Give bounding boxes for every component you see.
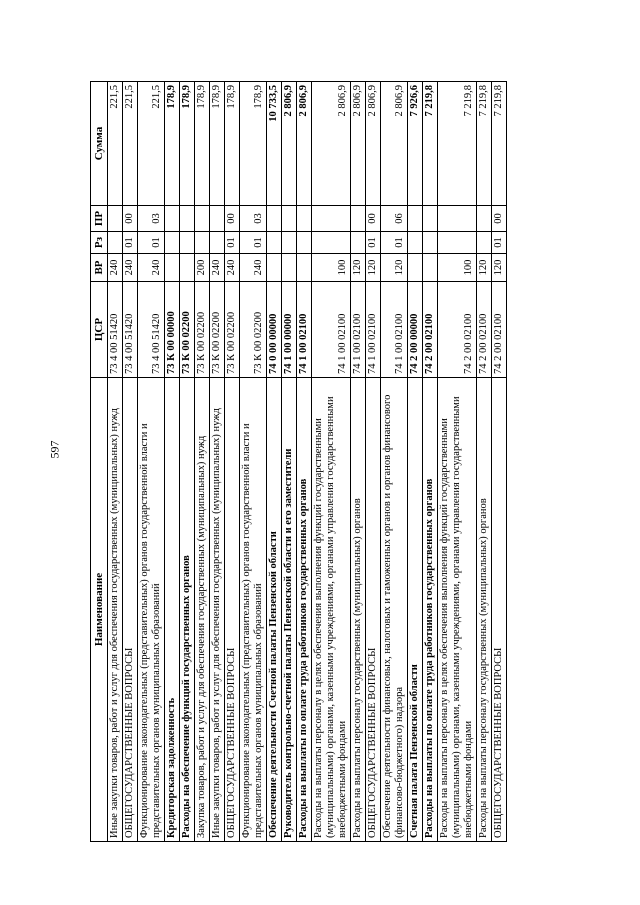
cell-csr: 74 2 00 02100 [438,282,477,378]
cell-vr: 240 [123,254,138,282]
cell-csr: 74 1 00 02100 [351,282,366,378]
cell-pr [267,206,282,232]
cell-sum: 178,9 [180,82,195,206]
table-row [225,82,240,842]
table-row [351,82,366,842]
cell-rz: 01 [123,232,138,254]
table-row [477,82,492,842]
table-row [438,82,477,842]
table-row [408,82,423,842]
cell-vr: 200 [195,254,210,282]
cell-name: Счетная палата Пензенской области [408,378,423,842]
cell-rz [297,232,312,254]
cell-rz: 01 [240,232,267,254]
table-row [180,82,195,842]
cell-name: Иные закупки товаров, работ и услуг для обеспечения государственных (муниципальных) нужд [210,378,225,842]
cell-csr: 74 2 00 02100 [492,282,507,378]
cell-pr [282,206,297,232]
cell-vr [180,254,195,282]
budget-table [90,81,507,842]
cell-csr: 74 1 00 02100 [366,282,381,378]
cell-sum: 178,9 [210,82,225,206]
cell-rz [180,232,195,254]
cell-name: Расходы на выплаты персоналу в целях обеспечения выполнения функций государственными (муниципальными) органами, казенными учреждениями, органами управления государственными внебюджетными фондами [312,378,351,842]
cell-sum: 2 806,9 [297,82,312,206]
table-row [138,82,165,842]
cell-vr [282,254,297,282]
cell-name: Расходы на выплаты персоналу государственных (муниципальных) органов [351,378,366,842]
cell-vr: 240 [240,254,267,282]
cell-name: Обеспечение деятельности Счетной палаты Пензенской области [267,378,282,842]
cell-vr [297,254,312,282]
cell-name: Расходы на выплаты по оплате труда работников государственных органов [423,378,438,842]
cell-name: ОБЩЕГОСУДАРСТВЕННЫЕ ВОПРОСЫ [366,378,381,842]
cell-name: Руководитель контрольно-счетной палаты Пензенской области и его заместители [282,378,297,842]
cell-pr: 03 [138,206,165,232]
cell-pr: 00 [123,206,138,232]
cell-sum: 7 219,8 [423,82,438,206]
cell-sum: 2 806,9 [282,82,297,206]
cell-sum: 10 733,5 [267,82,282,206]
cell-name: Функционирование законодательных (представительных) органов государственной власти и представительных органов муниципальных образований [138,378,165,842]
cell-rz [423,232,438,254]
cell-name: Кредиторская задолженность [165,378,180,842]
cell-pr [195,206,210,232]
cell-pr [312,206,351,232]
cell-vr [165,254,180,282]
cell-vr: 100 [312,254,351,282]
cell-pr [423,206,438,232]
cell-sum: 2 806,9 [351,82,366,206]
cell-rz: 01 [225,232,240,254]
cell-csr: 74 1 00 02100 [297,282,312,378]
cell-csr: 74 1 00 02100 [381,282,408,378]
cell-vr: 240 [108,254,123,282]
cell-csr: 74 1 00 02100 [312,282,351,378]
cell-name: Иные закупки товаров, работ и услуг для обеспечения государственных (муниципальных) нужд [108,378,123,842]
header-name: Наименование [91,378,108,842]
cell-csr: 73 К 00 02200 [210,282,225,378]
cell-rz [282,232,297,254]
cell-vr: 120 [366,254,381,282]
cell-rz: 01 [381,232,408,254]
cell-pr: 00 [366,206,381,232]
cell-name: Расходы на выплаты персоналу государственных (муниципальных) органов [477,378,492,842]
cell-rz: 01 [366,232,381,254]
cell-rz: 01 [492,232,507,254]
cell-rz [408,232,423,254]
cell-pr [210,206,225,232]
cell-rz [351,232,366,254]
cell-name: Расходы на обеспечение функций государственных органов [180,378,195,842]
cell-name: Функционирование законодательных (представительных) органов государственной власти и представительных органов муниципальных образований [240,378,267,842]
cell-vr [423,254,438,282]
cell-csr: 73 4 00 51420 [108,282,123,378]
cell-sum: 2 806,9 [312,82,351,206]
cell-csr: 73 4 00 51420 [138,282,165,378]
cell-pr: 00 [492,206,507,232]
cell-pr [108,206,123,232]
cell-sum: 2 806,9 [366,82,381,206]
table-row [165,82,180,842]
cell-vr: 120 [351,254,366,282]
cell-pr [351,206,366,232]
header-vr: ВР [91,254,108,282]
table-row [423,82,438,842]
cell-sum: 7 926,6 [408,82,423,206]
cell-sum: 7 219,8 [477,82,492,206]
cell-vr: 120 [477,254,492,282]
cell-name: Закупка товаров, работ и услуг для обеспечения государственных (муниципальных) нужд [195,378,210,842]
cell-sum: 178,9 [195,82,210,206]
table-row [312,82,351,842]
cell-pr [408,206,423,232]
table-row [381,82,408,842]
cell-rz [165,232,180,254]
table-header-row [91,82,108,842]
cell-pr: 03 [240,206,267,232]
cell-vr: 120 [492,254,507,282]
table-row [267,82,282,842]
cell-rz [195,232,210,254]
cell-csr: 74 2 00 02100 [477,282,492,378]
cell-pr: 00 [225,206,240,232]
cell-vr: 100 [438,254,477,282]
cell-rz [438,232,477,254]
cell-pr [165,206,180,232]
cell-csr: 74 0 00 00000 [267,282,282,378]
table-row [282,82,297,842]
table-row [108,82,123,842]
table-row [123,82,138,842]
cell-sum: 221,5 [108,82,123,206]
header-pr: ПР [91,206,108,232]
cell-vr: 240 [210,254,225,282]
header-rz: Рз [91,232,108,254]
rotated-table-container [90,82,550,842]
cell-csr: 73 К 00 02200 [180,282,195,378]
header-sum: Сумма [91,82,108,206]
cell-csr: 74 2 00 00000 [408,282,423,378]
cell-pr [477,206,492,232]
cell-csr: 73 К 00 00000 [165,282,180,378]
cell-pr [297,206,312,232]
cell-rz [312,232,351,254]
cell-rz [108,232,123,254]
table-row [366,82,381,842]
cell-name: ОБЩЕГОСУДАРСТВЕННЫЕ ВОПРОСЫ [492,378,507,842]
table-body [108,82,507,842]
header-csr: ЦСР [91,282,108,378]
cell-vr: 240 [138,254,165,282]
cell-csr: 74 2 00 02100 [423,282,438,378]
cell-csr: 74 1 00 00000 [282,282,297,378]
cell-rz: 01 [138,232,165,254]
cell-pr: 06 [381,206,408,232]
cell-sum: 7 219,8 [492,82,507,206]
cell-pr [180,206,195,232]
cell-rz [267,232,282,254]
cell-vr: 240 [225,254,240,282]
cell-name: ОБЩЕГОСУДАРСТВЕННЫЕ ВОПРОСЫ [225,378,240,842]
table-row [210,82,225,842]
cell-name: ОБЩЕГОСУДАРСТВЕННЫЕ ВОПРОСЫ [123,378,138,842]
cell-csr: 73 К 00 02200 [195,282,210,378]
table-row [297,82,312,842]
cell-csr: 73 4 00 51420 [123,282,138,378]
cell-sum: 178,9 [225,82,240,206]
table-row [195,82,210,842]
cell-sum: 221,5 [123,82,138,206]
cell-name: Расходы на выплаты персоналу в целях обеспечения выполнения функций государственными (муниципальными) органами, казенными учреждениями, органами управления государственными внебюджетными фондами [438,378,477,842]
cell-vr: 120 [381,254,408,282]
cell-pr [438,206,477,232]
cell-sum: 7 219,8 [438,82,477,206]
cell-vr [408,254,423,282]
cell-name: Расходы на выплаты по оплате труда работников государственных органов [297,378,312,842]
cell-sum: 2 806,9 [381,82,408,206]
table-row [492,82,507,842]
cell-csr: 73 К 00 02200 [240,282,267,378]
table-row [240,82,267,842]
cell-sum: 221,5 [138,82,165,206]
page-number: 597 [47,440,62,459]
cell-rz [477,232,492,254]
cell-rz [210,232,225,254]
cell-name: Обеспечение деятельности финансовых, налоговых и таможенных органов и органов финансового (финансово-бюджетного) надзора [381,378,408,842]
cell-sum: 178,9 [240,82,267,206]
cell-vr [267,254,282,282]
cell-csr: 73 К 00 02200 [225,282,240,378]
cell-sum: 178,9 [165,82,180,206]
